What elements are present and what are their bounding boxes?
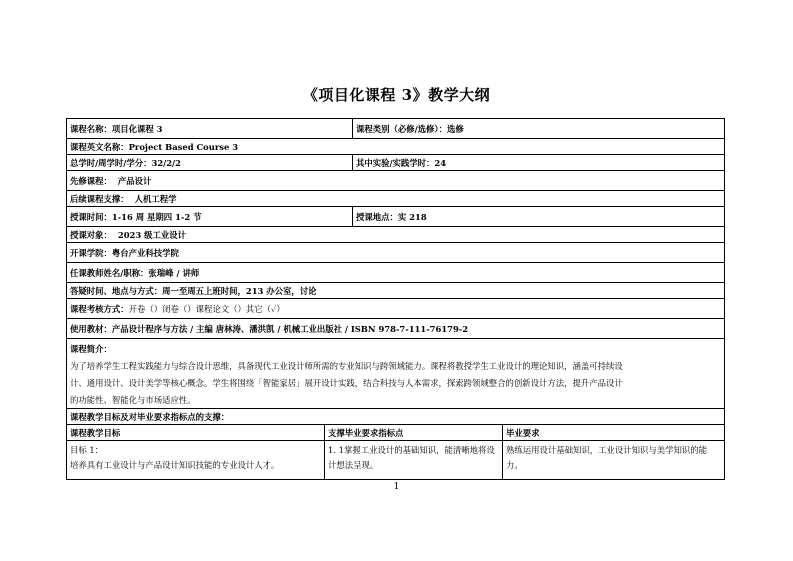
- header-goal: 课程教学目标: [70, 427, 121, 438]
- class-time: 授课时间：1-16 周 星期四 1-2 节: [70, 211, 202, 222]
- intro-line: 计、通用设计、设计美学等核心概念。学生将围绕「智能家居」展开设计实践，结合科技与人本需求，探索跨领域整合的创新设计方法，提升产品设计: [70, 378, 623, 388]
- indicator-1-text: 1. 1掌握工业设计的基础知识，能清晰地将设计想法呈现。: [328, 445, 495, 470]
- lab-hours: 其中实验/实践学时：24: [352, 155, 724, 170]
- syllabus-table: [66, 118, 725, 480]
- table-row: [67, 263, 724, 283]
- table-row: [67, 441, 724, 479]
- course-intro: [67, 339, 724, 408]
- target-value: 2023 级工业设计: [117, 229, 186, 240]
- indicator-1: [324, 441, 502, 479]
- followup: [67, 191, 724, 206]
- prerequisite: [67, 171, 724, 190]
- office-hours: 答疑时间、地点与方式：周一至周五上班时间，213 办公室，讨论: [70, 285, 317, 296]
- intro-line: 为了培养学生工程实践能力与综合设计思维，具备现代工业设计师所需的专业知识与跨领域能力。课程将教授学生工业设计的理论知识，涵盖可持续设: [70, 361, 623, 371]
- followup-label: 后续课程支撑：: [70, 193, 129, 204]
- prerequisite-value: 产品设计: [117, 175, 152, 186]
- course-type: 课程类别（必修/选修）：选修: [352, 119, 724, 138]
- teacher: 任课教师姓名/职称：张瑞峰 / 讲师: [70, 267, 200, 278]
- exam-method: [67, 299, 724, 318]
- page-title: 《项目化课程 3》教学大纲: [302, 86, 491, 104]
- goal-1: [67, 441, 324, 479]
- objectives-label: 课程教学目标及对毕业要求指标点的支撑：: [70, 411, 230, 422]
- requirement-1: [502, 441, 724, 479]
- requirement-1-text: 熟练运用设计基础知识，工业设计知识与美学知识的能力。: [506, 445, 707, 470]
- exam-options: 开卷（）闭卷（）课程论文（）其它（✓）: [128, 303, 285, 314]
- textbook: 使用教材：产品设计程序与方法 / 主编 唐林涛、潘洪凯 / 机械工业出版社 / ISBN 978-7-111-76179-2: [70, 323, 469, 334]
- target: [67, 227, 724, 242]
- table-row: [67, 207, 724, 227]
- page-number: 1: [393, 482, 400, 492]
- table-header-row: [67, 425, 724, 441]
- table-row: [67, 409, 724, 425]
- english-name: 课程英文名称：Project Based Course 3: [70, 141, 239, 152]
- goal-1-text: 培养具有工业设计与产品设计知识技能的专业设计人才。: [70, 459, 280, 470]
- target-label: 授课对象：: [70, 229, 112, 240]
- intro-label: 课程简介：: [70, 344, 112, 354]
- course-name: 课程名称：项目化课程 3: [70, 123, 163, 134]
- table-row: [67, 243, 724, 263]
- table-row: [67, 319, 724, 339]
- table-row: [67, 139, 724, 155]
- college: 开课学院：粤台产业科技学院: [70, 247, 179, 258]
- hours: 总学时/周学时/学分：32/2/2: [70, 157, 181, 168]
- table-row: [67, 171, 724, 191]
- table-row: [67, 283, 724, 299]
- followup-value: 人机工程学: [134, 193, 177, 204]
- prerequisite-label: 先修课程：: [70, 175, 112, 186]
- header-requirement: 毕业要求: [502, 425, 724, 440]
- table-row: [67, 299, 724, 319]
- table-row: [67, 191, 724, 207]
- table-row: [67, 155, 724, 171]
- table-row: [67, 339, 724, 409]
- goal-1-title: 目标 1：: [70, 445, 104, 455]
- class-location: 授课地点：实 218: [352, 207, 724, 226]
- table-row: [67, 227, 724, 243]
- exam-label: 课程考核方式：: [70, 303, 129, 314]
- intro-line: 的功能性、智能化与市场适应性。: [70, 395, 196, 405]
- table-row: [67, 119, 724, 139]
- header-indicator: 支撑毕业要求指标点: [324, 425, 502, 440]
